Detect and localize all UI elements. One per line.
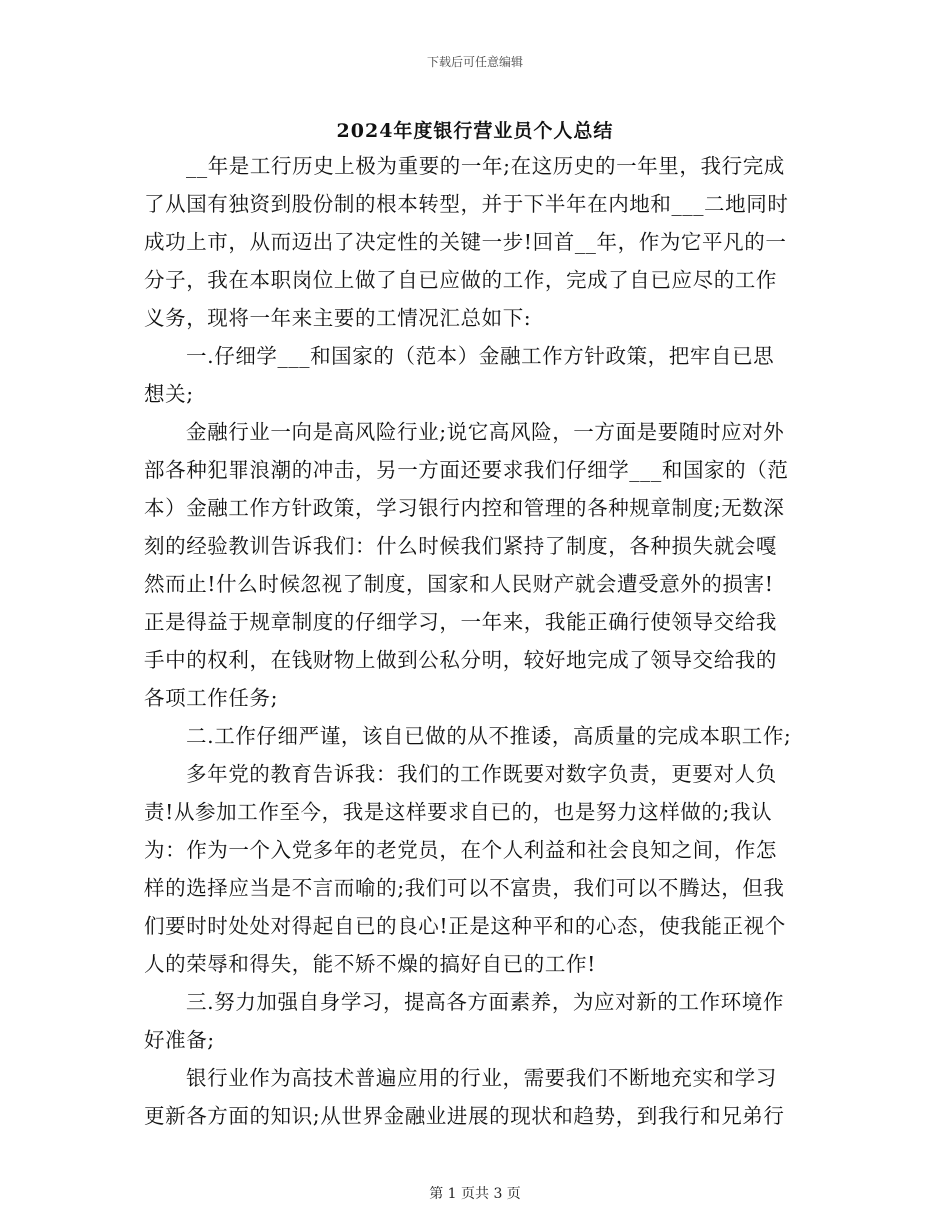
body-line: 想关; — [144, 382, 194, 406]
page-header-note: 下载后可任意编辑 — [426, 55, 523, 69]
body-line: 刻的经验教训告诉我们：什么时候我们紧持了制度，各种损失就会嘎 — [144, 534, 777, 558]
body-line: 三.努力加强自身学习，提高各方面素养，为应对新的工作环境作 — [186, 990, 784, 1014]
page-number: 第 1 页共 3 页 — [429, 1186, 521, 1202]
body-line: __年是工行历史上极为重要的一年;在这历史的一年里，我行完成 — [186, 154, 785, 178]
body-line: 多年党的教育告诉我：我们的工作既要对数字负责，更要对人负 — [186, 762, 777, 786]
document-title: 2024年度银行营业员个人总结 — [336, 120, 614, 142]
body-line: 部各种犯罪浪潮的冲击，另一方面还要求我们仔细学___和国家的（范 — [144, 458, 789, 482]
body-line: 义务，现将一年来主要的工情况汇总如下: — [144, 306, 532, 330]
document-body — [144, 147, 814, 1135]
body-line: 更新各方面的知识;从世界金融业进展的现状和趋势，到我行和兄弟行 — [144, 1104, 785, 1128]
body-line: 二.工作仔细严谨，该自已做的从不推诿，高质量的完成本职工作; — [186, 724, 792, 748]
body-line: 们要时时处处对得起自已的良心!正是这种平和的心态，使我能正视个 — [144, 914, 786, 938]
body-line: 人的荣辱和得失，能不矫不燥的搞好自已的工作! — [144, 952, 596, 976]
body-line: 分子，我在本职岗位上做了自已应做的工作，完成了自已应尽的工作 — [144, 268, 777, 292]
body-line: 银行业作为高技术普遍应用的行业，需要我们不断地充实和学习 — [186, 1066, 777, 1090]
body-line: 了从国有独资到股份制的根本转型，并于下半年在内地和___二地同时 — [144, 192, 789, 216]
body-line: 然而止!什么时候忽视了制度，国家和人民财产就会遭受意外的损害! — [144, 572, 774, 596]
body-line: 金融行业一向是高风险行业;说它高风险，一方面是要随时应对外 — [186, 420, 785, 444]
body-line: 为：作为一个入党多年的老党员，在个人利益和社会良知之间，作怎 — [144, 838, 777, 862]
body-line: 成功上市，从而迈出了决定性的关键一步!回首__年，作为它平凡的一 — [144, 230, 787, 254]
body-line: 责!从参加工作至今，我是这样要求自已的，也是努力这样做的;我认 — [144, 800, 773, 824]
body-line: 本）金融工作方针政策，学习银行内控和管理的各种规章制度;无数深 — [144, 496, 785, 520]
body-line: 手中的权利，在钱财物上做到公私分明，较好地完成了领导交给我的 — [144, 648, 777, 672]
body-line: 一.仔细学___和国家的（范本）金融工作方针政策，把牢自已思 — [186, 344, 775, 368]
body-line: 正是得益于规章制度的仔细学习，一年来，我能正确行使领导交给我 — [144, 610, 777, 634]
body-line: 各项工作任务; — [144, 686, 279, 710]
body-line: 样的选择应当是不言而喻的;我们可以不富贵，我们可以不腾达，但我 — [144, 876, 785, 900]
body-line: 好准备; — [144, 1028, 215, 1052]
